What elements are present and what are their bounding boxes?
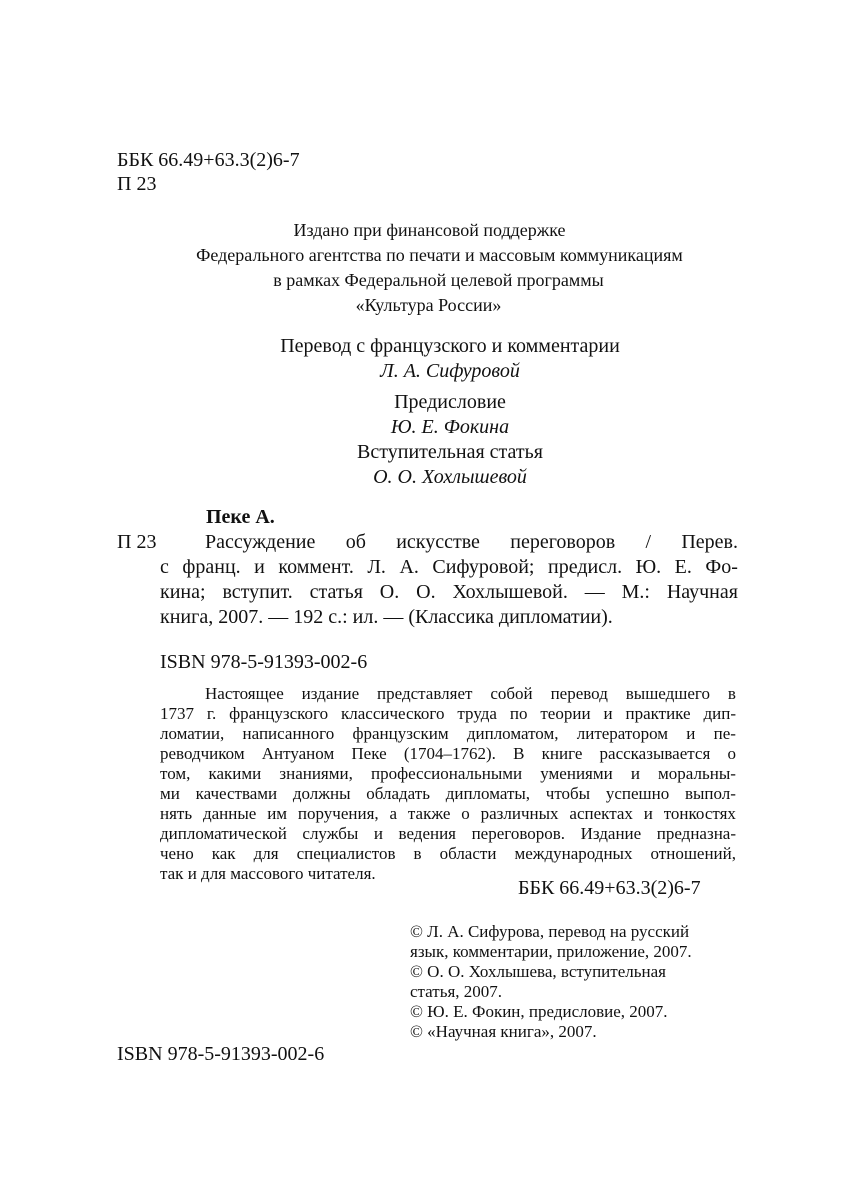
copyright-line: © «Научная книга», 2007. xyxy=(410,1022,597,1041)
annotation-line: дипломатической службы и ведения переговоров. Издание предназна- xyxy=(160,824,736,843)
annotation-line: так и для массового читателя. xyxy=(160,864,376,883)
biblio-line: Рассуждение об искусстве переговоров / Перев. xyxy=(205,531,738,553)
copyright-line: © О. О. Хохлышева, вступительная xyxy=(410,962,666,981)
intro-author: О. О. Хохлышевой xyxy=(373,466,527,488)
biblio-line: с франц. и коммент. Л. А. Сифуровой; предисл. Ю. Е. Фо- xyxy=(160,556,738,578)
funding-line: Издано при финансовой поддержке xyxy=(293,220,566,240)
copyright-line: © Л. А. Сифурова, перевод на русский xyxy=(410,922,690,941)
footer-isbn: ISBN 978-5-91393-002-6 xyxy=(117,1043,325,1065)
annotation-line: чено как для специалистов в области международных отношений, xyxy=(160,844,736,863)
intro-credit xyxy=(180,440,720,490)
biblio-line: кина; вступит. статья О. О. Хохлышевой. — М.: Научная xyxy=(160,581,738,603)
funding-line: в рамках Федеральной целевой программы xyxy=(273,270,604,290)
funding-line: Федерального агентства по печати и массовым коммуникациям xyxy=(196,245,683,265)
bibliographic-description xyxy=(160,530,738,630)
copyright-block xyxy=(410,922,740,1042)
preface-credit xyxy=(180,390,720,440)
preface-author: Ю. Е. Фокина xyxy=(390,416,510,438)
intro-role: Вступительная статья xyxy=(357,441,543,463)
copyright-line: © Ю. Е. Фокин, предисловие, 2007. xyxy=(410,1002,668,1021)
annotation-line: реводчиком Антуаном Пеке (1704–1762). В книге рассказывается о xyxy=(160,744,736,763)
biblio-line: книга, 2007. — 192 с.: ил. — (Классика дипломатии). xyxy=(160,606,613,628)
annotation-line: нять данные им поручения, а также о различных аспектах и тонкостях xyxy=(160,804,736,823)
annotation-line: Настоящее издание представляет собой перевод вышедшего в xyxy=(205,684,736,703)
author-code: П 23 xyxy=(117,173,157,195)
annotation-line: том, какими знаниями, профессиональными умениями и моральны- xyxy=(160,764,736,783)
translator-name: Л. А. Сифуровой xyxy=(380,360,520,382)
annotation xyxy=(160,684,736,884)
annotation-line: 1737 г. французского классического труда по теории и практике дип- xyxy=(160,704,736,723)
translator-role: Перевод с французского и комментарии xyxy=(280,335,620,357)
translator-credit xyxy=(180,334,720,384)
bbk-classification: ББК 66.49+63.3(2)6-7 xyxy=(117,149,300,171)
annotation-line: ми качествами должны обладать дипломаты, чтобы успешно выпол- xyxy=(160,784,736,803)
copyright-line: язык, комментарии, приложение, 2007. xyxy=(410,942,692,961)
funding-notice xyxy=(0,218,857,318)
annotation-line: ломатии, написанного французским дипломатом, литератором и пе- xyxy=(160,724,736,743)
annotation-bbk: ББК 66.49+63.3(2)6-7 xyxy=(518,877,701,899)
record-code: П 23 xyxy=(117,531,157,553)
copyright-line: статья, 2007. xyxy=(410,982,503,1001)
funding-line: «Культура России» xyxy=(355,295,502,315)
record-isbn: ISBN 978-5-91393-002-6 xyxy=(160,651,368,673)
record-author: Пеке А. xyxy=(206,506,275,528)
preface-role: Предисловие xyxy=(394,391,506,413)
